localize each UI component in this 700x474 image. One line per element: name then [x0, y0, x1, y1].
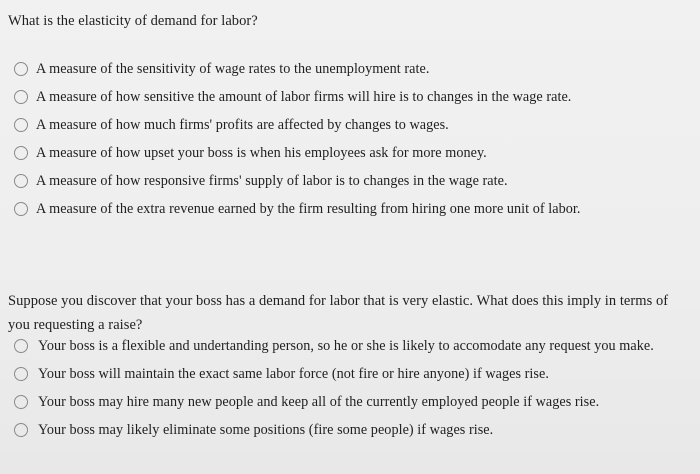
radio-button-icon[interactable] — [14, 90, 28, 104]
q2-option-1[interactable] — [14, 336, 654, 356]
q1-option-2-label: A measure of how sensitive the amount of labor firms will hire is to changes in the wage rate. — [36, 88, 572, 105]
question-1-text: What is the elasticity of demand for labor? — [8, 13, 258, 29]
radio-button-icon[interactable] — [14, 62, 28, 76]
q1-option-6[interactable] — [14, 199, 580, 219]
q1-option-5-label: A measure of how responsive firms' supply of labor is to changes in the wage rate. — [36, 172, 508, 189]
q2-option-1-label: Your boss is a flexible and undertanding person, so he or she is likely to accomodate any request you make. — [38, 337, 654, 354]
q1-option-4-label: A measure of how upset your boss is when his employees ask for more money. — [36, 144, 487, 161]
q1-option-6-label: A measure of the extra revenue earned by the firm resulting from hiring one more unit of labor. — [36, 200, 581, 217]
radio-button-icon[interactable] — [14, 118, 28, 132]
question-2-text: Suppose you discover that your boss has a demand for labor that is very elastic. What does this imply in terms of you requesting a raise? — [8, 293, 669, 333]
radio-button-icon[interactable] — [14, 395, 28, 409]
q1-option-1-label: A measure of the sensitivity of wage rates to the unemployment rate. — [36, 60, 430, 77]
q2-option-2-label: Your boss will maintain the exact same labor force (not fire or hire anyone) if wages rise. — [38, 365, 549, 382]
radio-button-icon[interactable] — [14, 202, 28, 216]
q2-option-2[interactable] — [14, 364, 549, 384]
q1-option-3[interactable] — [14, 115, 449, 135]
q2-option-3[interactable] — [14, 392, 599, 412]
radio-button-icon[interactable] — [14, 146, 28, 160]
q2-option-4-label: Your boss may likely eliminate some positions (fire some people) if wages rise. — [38, 421, 494, 438]
radio-button-icon[interactable] — [14, 367, 28, 381]
q1-option-5[interactable] — [14, 171, 508, 191]
radio-button-icon[interactable] — [14, 423, 28, 437]
q1-option-4[interactable] — [14, 143, 487, 163]
q1-option-3-label: A measure of how much firms' profits are affected by changes to wages. — [36, 116, 449, 133]
q1-option-2[interactable] — [14, 87, 571, 107]
q2-option-3-label: Your boss may hire many new people and keep all of the currently employed people if wages rise. — [38, 393, 600, 410]
q1-option-1[interactable] — [14, 59, 429, 79]
radio-button-icon[interactable] — [14, 174, 28, 188]
q2-option-4[interactable] — [14, 420, 493, 440]
radio-button-icon[interactable] — [14, 339, 28, 353]
